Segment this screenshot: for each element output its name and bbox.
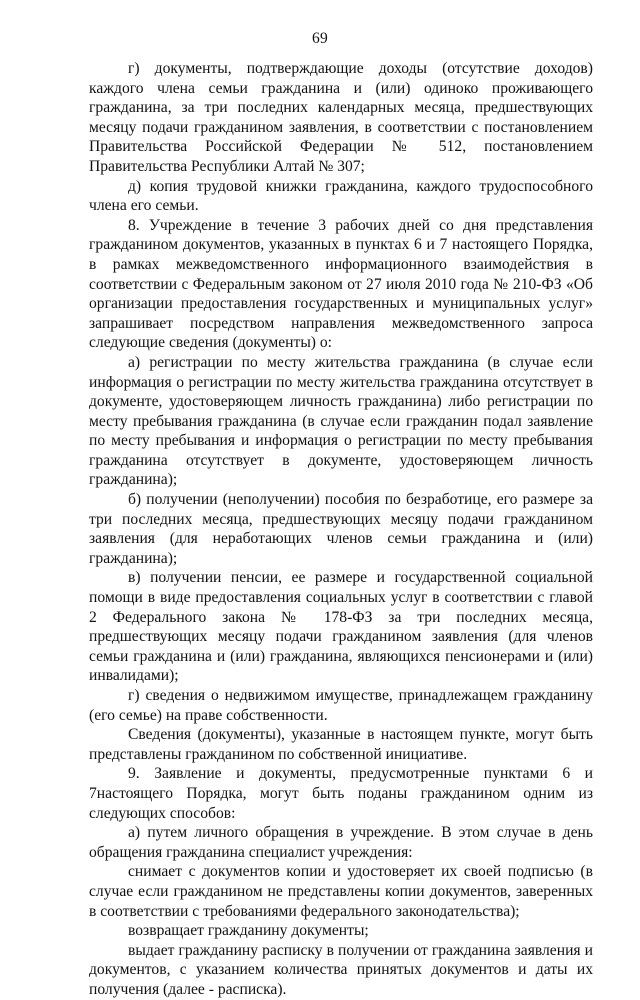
paragraph-8g-property: г) сведения о недвижимом имуществе, принадлежащем гражданину (его семье) на праве собственности. <box>89 687 593 724</box>
paragraph-8v-pension: в) получении пенсии, ее размере и государственной социальной помощи в виде предоставления социальных услуг в соответствии с главой 2 Федерального закона № 178-ФЗ за три последних месяца, предшествующих месяцу подачи гражданином заявления (для членов семьи гражданина и (или) гражданина, являющихся пенсионерами и (или) инвалидами); <box>89 569 593 685</box>
paragraph-receipt: выдает гражданину расписку в получении от гражданина заявления и документов, с указанием количества принятых документов и даты их получения (далее - расписка). <box>89 941 593 998</box>
paragraph-returns-documents: возвращает гражданину документы; <box>128 922 369 940</box>
paragraph-d-income-documents: г) документы, подтверждающие доходы (отсутствие доходов) каждого члена семьи гражданина и (или) одиноко проживающего гражданина, за три последних календарных месяца, предшествующих месяцу подачи гражданином заявления, в соответствии с постановлением Правительства Российской Федерации № 512, постановлением Правительства Республики Алтай № 307; <box>89 60 593 175</box>
paragraph-8a-registration: а) регистрации по месту жительства гражданина (в случае если информация о регистрации по месту жительства гражданина отсутствует в документе, удостоверяющем личность гражданина) либо регистрации по месту пребывания гражданина (в случае если гражданин подал заявление по месту пребывания и информация о регистрации по месту пребывания гражданина отсутствует в документе, удостоверяющем личность гражданина); <box>89 353 593 489</box>
paragraph-item-9: 9. Заявление и документы, предусмотренные пунктами 6 и 7настоящего Порядка, могут быть поданы гражданином одним из следующих способов: <box>89 765 593 822</box>
document-body <box>89 59 593 1000</box>
paragraph-employment-record: д) копия трудовой книжки гражданина, каждого трудоспособного члена его семьи. <box>89 177 593 215</box>
paragraph-8b-unemployment: б) получении (неполучении) пособия по безработице, его размере за три последних месяца, предшествующих месяцу подачи гражданином заявления (для неработающих членов семьи гражданина и (или) гражданина); <box>89 491 593 567</box>
paragraph-copies: снимает с документов копии и удостоверяет их своей подписью (в случае если гражданином не представлены копии документов, заверенных в соответствии с требованиями федерального законодательства); <box>89 863 593 920</box>
paragraph-item-8: 8. Учреждение в течение 3 рабочих дней со дня представления гражданином документов, указанных в пунктах 6 и 7 настоящего Порядка, в рамках межведомственного информационного взаимодействия в соответствии с Федеральным законом от 27 июля 2010 года № 210-ФЗ «Об организации предоставления государственных и муниципальных услуг» запрашивает посредством направления межведомственного запроса следующие сведения (документы) о: <box>89 216 593 352</box>
page-number: 69 <box>311 30 329 47</box>
paragraph-9a-personal-visit: а) путем личного обращения в учреждение. В этом случае в день обращения гражданина специалист учреждения: <box>89 824 593 861</box>
paragraph-own-initiative: Сведения (документы), указанные в настоящем пункте, могут быть представлены гражданином по собственной инициативе. <box>89 726 593 763</box>
